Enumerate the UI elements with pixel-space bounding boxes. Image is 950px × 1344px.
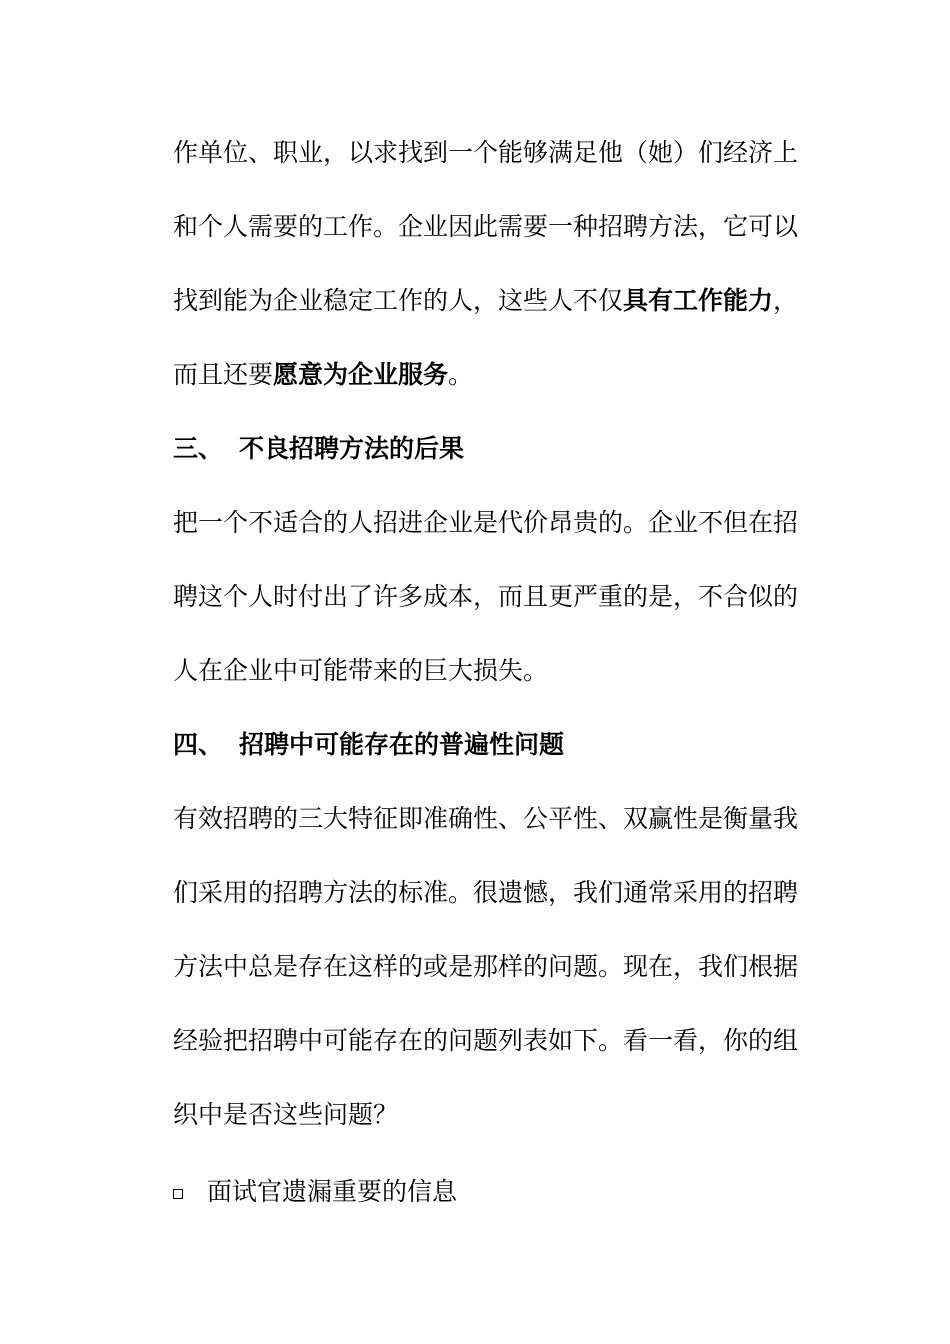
paragraph-text: 。 [448, 360, 474, 389]
emphasis-text: 愿意为企业服务 [273, 360, 449, 389]
paragraph-line: 人在企业中可能带来的巨大损失。 [173, 656, 549, 685]
paragraph-text: 找到能为企业稳定工作的人，这些人不仅 [173, 286, 624, 315]
list-item: 面试官遗漏重要的信息 [207, 1177, 458, 1206]
paragraph-text: 而且还要 [173, 360, 274, 389]
paragraph-line: 聘这个人时付出了许多成本，而且更严重的是，不合似的 [173, 582, 799, 611]
paragraph-line: 们采用的招聘方法的标准。很遗憾，我们通常采用的招聘 [173, 878, 799, 907]
paragraph-line: 经验把招聘中可能存在的问题列表如下。看一看，你的组 [173, 1026, 799, 1055]
paragraph-text: ， [773, 286, 799, 315]
emphasis-text: 具有工作能力 [623, 286, 774, 315]
paragraph-line: 把一个不适合的人招进企业是代价昂贵的。企业不但在招 [173, 508, 799, 537]
paragraph-line: 方法中总是存在这样的或是那样的问题。现在，我们根据 [173, 952, 799, 981]
section-heading [173, 432, 853, 466]
paragraph-line [173, 358, 853, 392]
section-heading [173, 728, 853, 762]
section-number: 四、 [173, 730, 224, 759]
section-title: 不良招聘方法的后果 [239, 434, 465, 463]
paragraph-line: 织中是否这些问题？ [173, 1100, 399, 1129]
checkbox-bullet-icon [173, 1189, 183, 1199]
paragraph-line: 和个人需要的工作。企业因此需要一种招聘方法，它可以 [173, 212, 799, 241]
paragraph-line: 作单位、职业，以求找到一个能够满足他（她）们经济上 [173, 138, 799, 167]
paragraph-line [173, 284, 853, 318]
section-number: 三、 [173, 434, 224, 463]
section-title: 招聘中可能存在的普遍性问题 [239, 730, 565, 759]
paragraph-line: 有效招聘的三大特征即准确性、公平性、双赢性是衡量我 [173, 804, 799, 833]
